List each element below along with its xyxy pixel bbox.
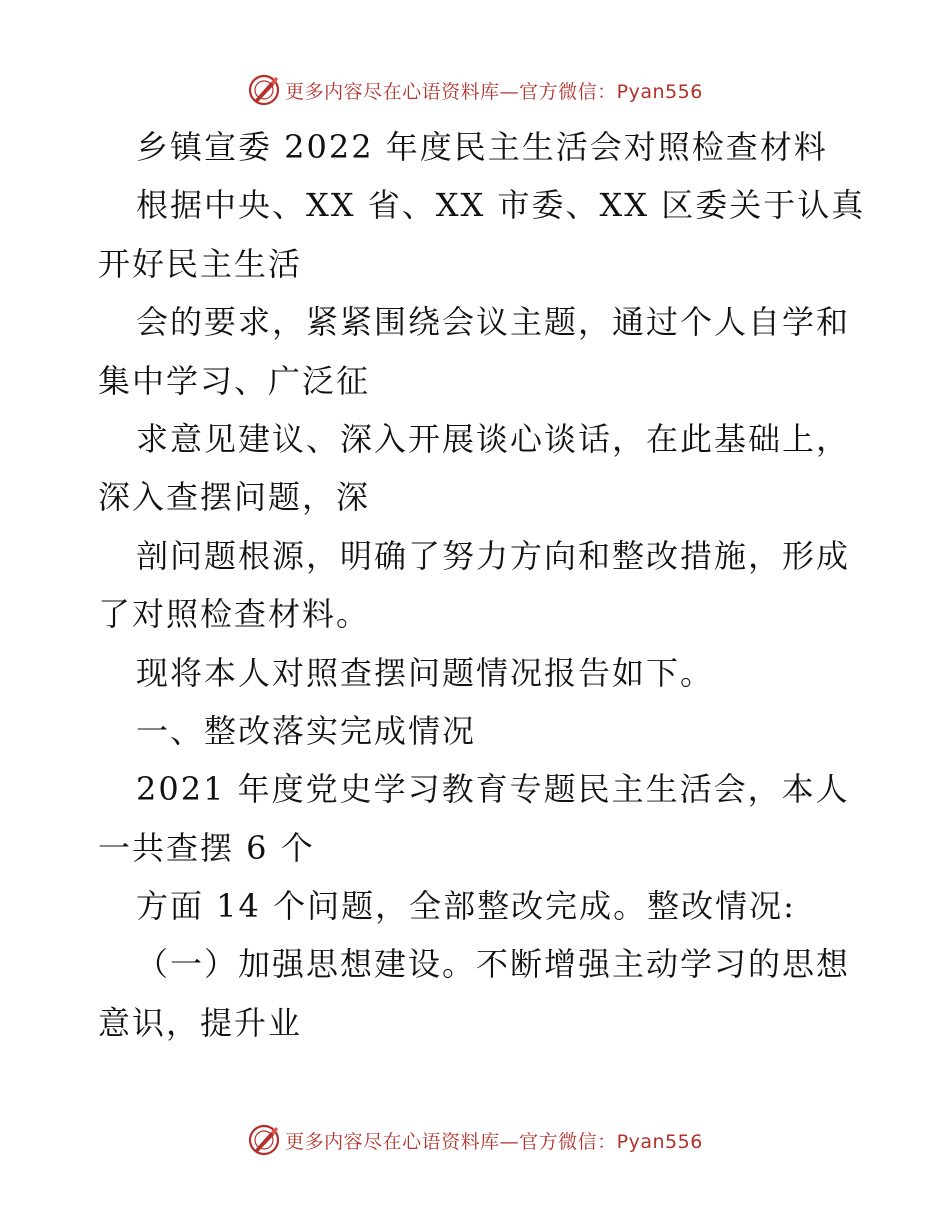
text-line: 会的要求，紧紧围绕会议主题，通过个人自学和 [136,303,851,342]
text-line: 一、整改落实完成情况 [136,711,477,750]
document-body [98,118,868,1052]
text-line: 一共查摆 6 个 [98,828,315,867]
text-line: 现将本人对照查摆问题情况报告如下。 [136,653,715,692]
footer-banner [0,1120,950,1160]
text-line: 了对照检查材料。 [98,595,371,634]
text-line: 2021 年度党史学习教育专题民主生活会，本人 [136,770,850,809]
pen-logo-icon [247,1123,281,1157]
text-line: 集中学习、广泛征 [98,361,371,400]
text-line: 剖问题根源，明确了努力方向和整改措施，形成 [136,536,851,575]
text-line: 意识，提升业 [98,1003,303,1042]
document-title: 乡镇宣委 2022 年度民主生活会对照检查材料 [136,128,828,166]
text-line: 求意见建议、深入开展谈心谈话，在此基础上， [136,419,851,458]
text-line: （一）加强思想建设。不断增强主动学习的思想 [136,945,851,984]
pen-logo-icon [247,73,281,107]
text-line: 深入查摆问题，深 [98,478,371,517]
wechat-id: Pyan556 [616,1130,703,1153]
header-banner [0,70,950,110]
banner-text: 更多内容尽在心语资料库—官方微信：Pyan556 [285,80,703,103]
text-line: 方面 14 个问题，全部整改完成。整改情况: [136,887,796,926]
banner-text: 更多内容尽在心语资料库—官方微信：Pyan556 [285,1130,703,1153]
wechat-id: Pyan556 [616,80,703,103]
text-line: 开好民主生活 [98,244,303,283]
text-line: 根据中央、XX 省、XX 市委、XX 区委关于认真 [136,186,866,225]
